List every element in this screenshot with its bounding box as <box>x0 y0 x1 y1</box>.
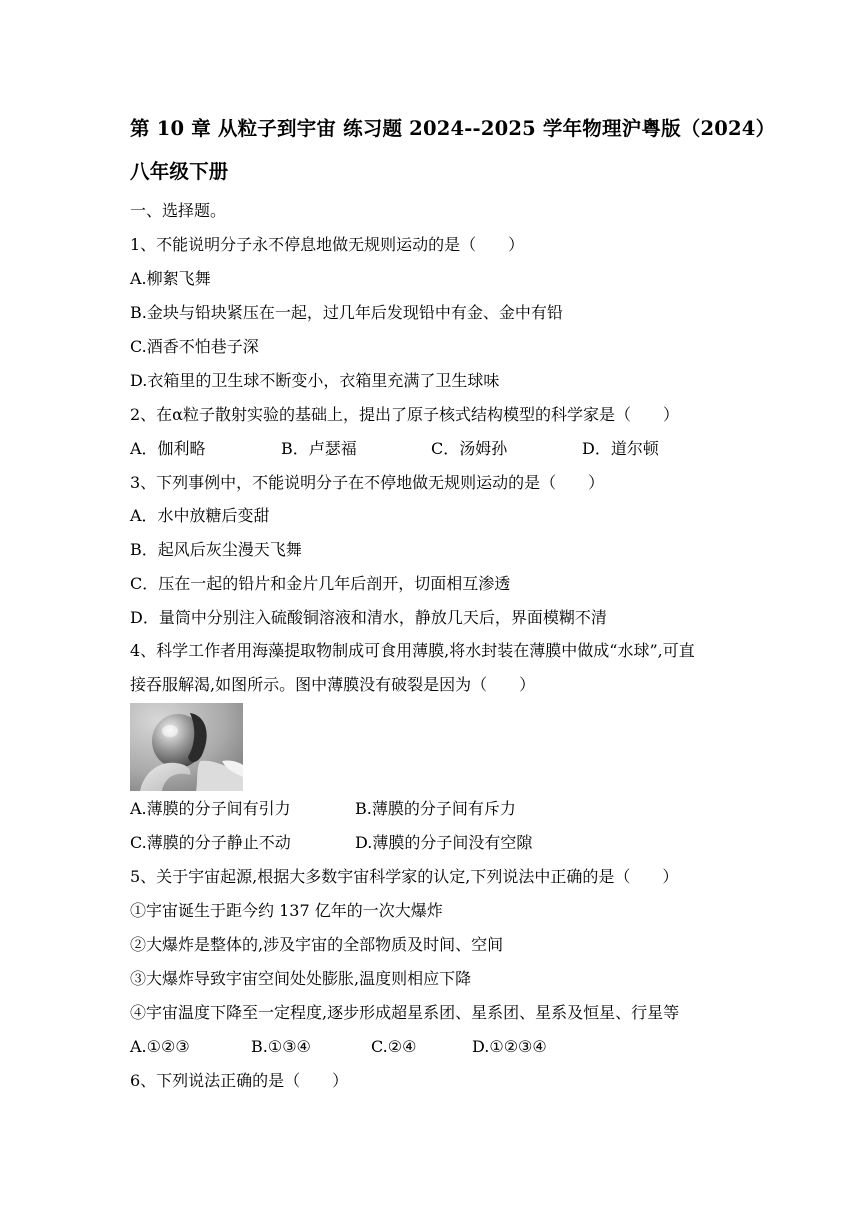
question-1-option-a: A.柳絮飞舞 <box>130 269 211 288</box>
question-5-option-d: D.①②③④ <box>472 1037 547 1056</box>
section-heading: 一、选择题。 <box>130 201 227 220</box>
question-4-option-d: D.薄膜的分子间没有空隙 <box>355 833 533 852</box>
question-3-option-b: B．起风后灰尘漫天飞舞 <box>130 540 302 559</box>
question-4-stem-line-2: 接吞服解渴,如图所示。图中薄膜没有破裂是因为（ ） <box>130 675 536 694</box>
question-4-option-b: B.薄膜的分子间有斥力 <box>355 799 516 818</box>
question-3-option-d: D．量筒中分别注入硫酸铜溶液和清水，静放几天后，界面模糊不清 <box>130 608 607 627</box>
question-3-option-a: A．水中放糖后变甜 <box>130 506 270 525</box>
question-5-statement-3: ③大爆炸导致宇宙空间处处膨胀,温度则相应下降 <box>130 969 472 988</box>
question-1-stem: 1、不能说明分子永不停息地做无规则运动的是（ ） <box>130 235 525 254</box>
document-title-line-1: 第 10 章 从粒子到宇宙 练习题 2024--2025 学年物理沪粤版（2024） <box>130 117 776 140</box>
question-2-option-b: B．卢瑟福 <box>281 439 357 458</box>
question-1-option-d: D.衣箱里的卫生球不断变小，衣箱里充满了卫生球味 <box>130 371 500 390</box>
document-title-line-2: 八年级下册 <box>130 160 229 183</box>
question-5-statement-2: ②大爆炸是整体的,涉及宇宙的全部物质及时间、空间 <box>130 935 504 954</box>
question-2-stem: 2、在α粒子散射实验的基础上，提出了原子核式结构模型的科学家是（ ） <box>130 405 679 424</box>
question-5-option-a: A.①②③ <box>130 1037 190 1056</box>
question-5-option-c: C.②④ <box>371 1037 417 1056</box>
question-4-option-c: C.薄膜的分子静止不动 <box>130 833 291 852</box>
question-5-stem: 5、关于宇宙起源,根据大多数宇宙科学家的认定,下列说法中正确的是（ ） <box>130 867 679 886</box>
question-1-option-b: B.金块与铅块紧压在一起，过几年后发现铅中有金、金中有铅 <box>130 303 563 322</box>
water-ball-photo-icon <box>130 703 243 791</box>
question-2-option-d: D．道尔顿 <box>582 439 659 458</box>
question-4-option-a: A.薄膜的分子间有引力 <box>130 799 291 818</box>
question-3-option-c: C．压在一起的铅片和金片几年后剖开，切面相互渗透 <box>130 574 511 593</box>
question-2-option-c: C．汤姆孙 <box>431 439 508 458</box>
question-3-stem: 3、下列事例中，不能说明分子在不停地做无规则运动的是（ ） <box>130 473 605 492</box>
question-5-statement-1: ①宇宙诞生于距今约 137 亿年的一次大爆炸 <box>130 901 443 920</box>
question-6-stem: 6、下列说法正确的是（ ） <box>130 1071 349 1090</box>
question-5-option-b: B.①③④ <box>251 1037 311 1056</box>
question-5-statement-4: ④宇宙温度下降至一定程度,逐步形成超星系团、星系团、星系及恒星、行星等 <box>130 1003 680 1022</box>
question-2-option-a: A．伽利略 <box>130 439 206 458</box>
question-4-stem-line-1: 4、科学工作者用海藻提取物制成可食用薄膜,将水封装在薄膜中做成“水球”,可直 <box>130 641 695 660</box>
question-1-option-c: C.酒香不怕巷子深 <box>130 337 259 356</box>
